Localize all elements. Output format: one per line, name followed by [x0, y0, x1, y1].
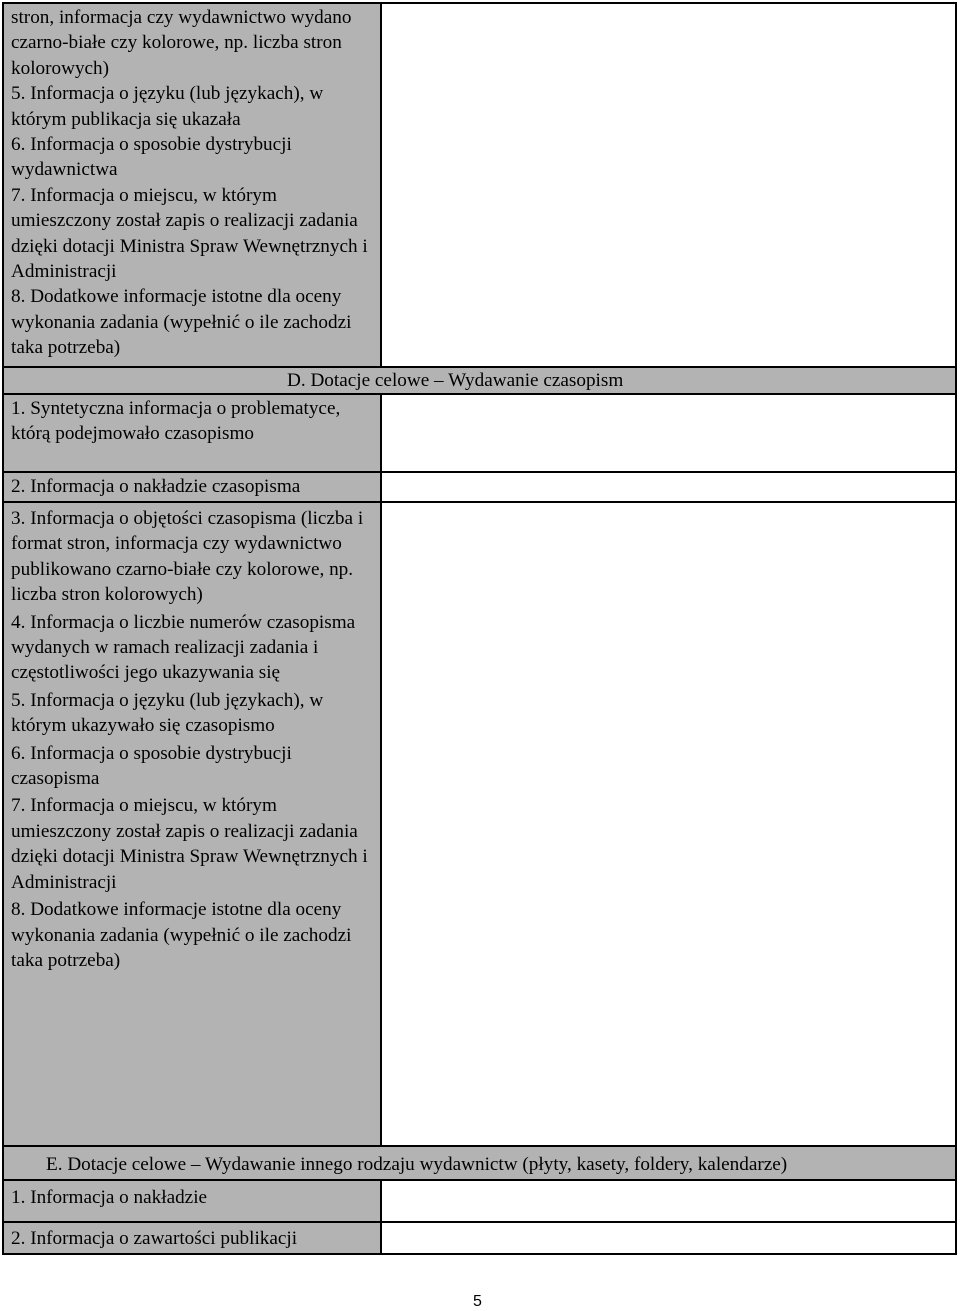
- d-row-3-label: 3. Informacja o objętości czasopisma (liczba i format stron, informacja czy wydawnictwo publikowano czarno-białe czy kolorowe, np. liczba stron kolorowych): [11, 508, 364, 606]
- section-c-block: [2, 2, 957, 368]
- section-e-header: E. Dotacje celowe – Wydawanie innego rodzaju wydawnictw (płyty, kasety, foldery, kalendarze): [2, 1145, 957, 1181]
- d-row-6-label: 6. Informacja o sposobie dystrybucji czasopisma: [11, 742, 292, 790]
- d-row-7-label: 7. Informacja o miejscu, w którym umieszczony został zapis o realizacji zadania dzięki dotacji Ministra Spraw Wewnętrznych i Administracji: [11, 795, 368, 893]
- e-row-1-label: 1. Informacja o nakładzie: [4, 1181, 382, 1221]
- section-c-labels: [4, 4, 382, 366]
- d-row-1: [2, 393, 957, 473]
- d-row-2-label: 2. Informacja o nakładzie czasopisma: [4, 473, 382, 501]
- d-rows-3-8-labels: [4, 503, 382, 1145]
- d-row-8-label: 8. Dodatkowe informacje istotne dla oceny wykonania zadania (wypełnić o ile zachodzi taka potrzeba): [11, 899, 352, 971]
- c-row-4-cont-label: stron, informacja czy wydawnictwo wydano czarno-białe czy kolorowe, np. liczba stron kolorowych): [11, 7, 352, 79]
- d-row-1-label: 1. Syntetyczna informacja o problematyce, którą podejmowało czasopismo: [4, 395, 382, 471]
- c-row-6-label: 6. Informacja o sposobie dystrybucji wydawnictwa: [11, 134, 292, 181]
- c-row-8-label: 8. Dodatkowe informacje istotne dla oceny wykonania zadania (wypełnić o ile zachodzi taka potrzeba): [11, 286, 352, 359]
- d-row-2-value[interactable]: [382, 473, 955, 501]
- c-row-5-label: 5. Informacja o języku (lub językach), w którym publikacja się ukazała: [11, 83, 324, 130]
- e-row-1: [2, 1179, 957, 1223]
- e-row-2-value[interactable]: [382, 1223, 955, 1253]
- page-number: 5: [473, 1293, 482, 1310]
- d-rows-3-8-value[interactable]: [382, 503, 955, 1145]
- d-row-4-label: 4. Informacja o liczbie numerów czasopisma wydanych w ramach realizacji zadania i częstotliwości jego ukazywania się: [11, 611, 356, 684]
- e-row-2: [2, 1221, 957, 1255]
- d-row-1-value[interactable]: [382, 395, 955, 471]
- c-block-value[interactable]: [382, 4, 955, 366]
- d-row-5-label: 5. Informacja o języku (lub językach), w którym ukazywało się czasopismo: [11, 689, 324, 737]
- e-row-2-label: 2. Informacja o zawartości publikacji: [4, 1223, 382, 1253]
- e-row-1-value[interactable]: [382, 1181, 955, 1221]
- section-d-header: D. Dotacje celowe – Wydawanie czasopism: [2, 366, 957, 395]
- d-rows-3-8-block: [2, 501, 957, 1147]
- c-row-7-label: 7. Informacja o miejscu, w którym umieszczony został zapis o realizacji zadania dzięki dotacji Ministra Spraw Wewnętrznych i Administracji: [11, 184, 368, 283]
- d-row-2: [2, 471, 957, 503]
